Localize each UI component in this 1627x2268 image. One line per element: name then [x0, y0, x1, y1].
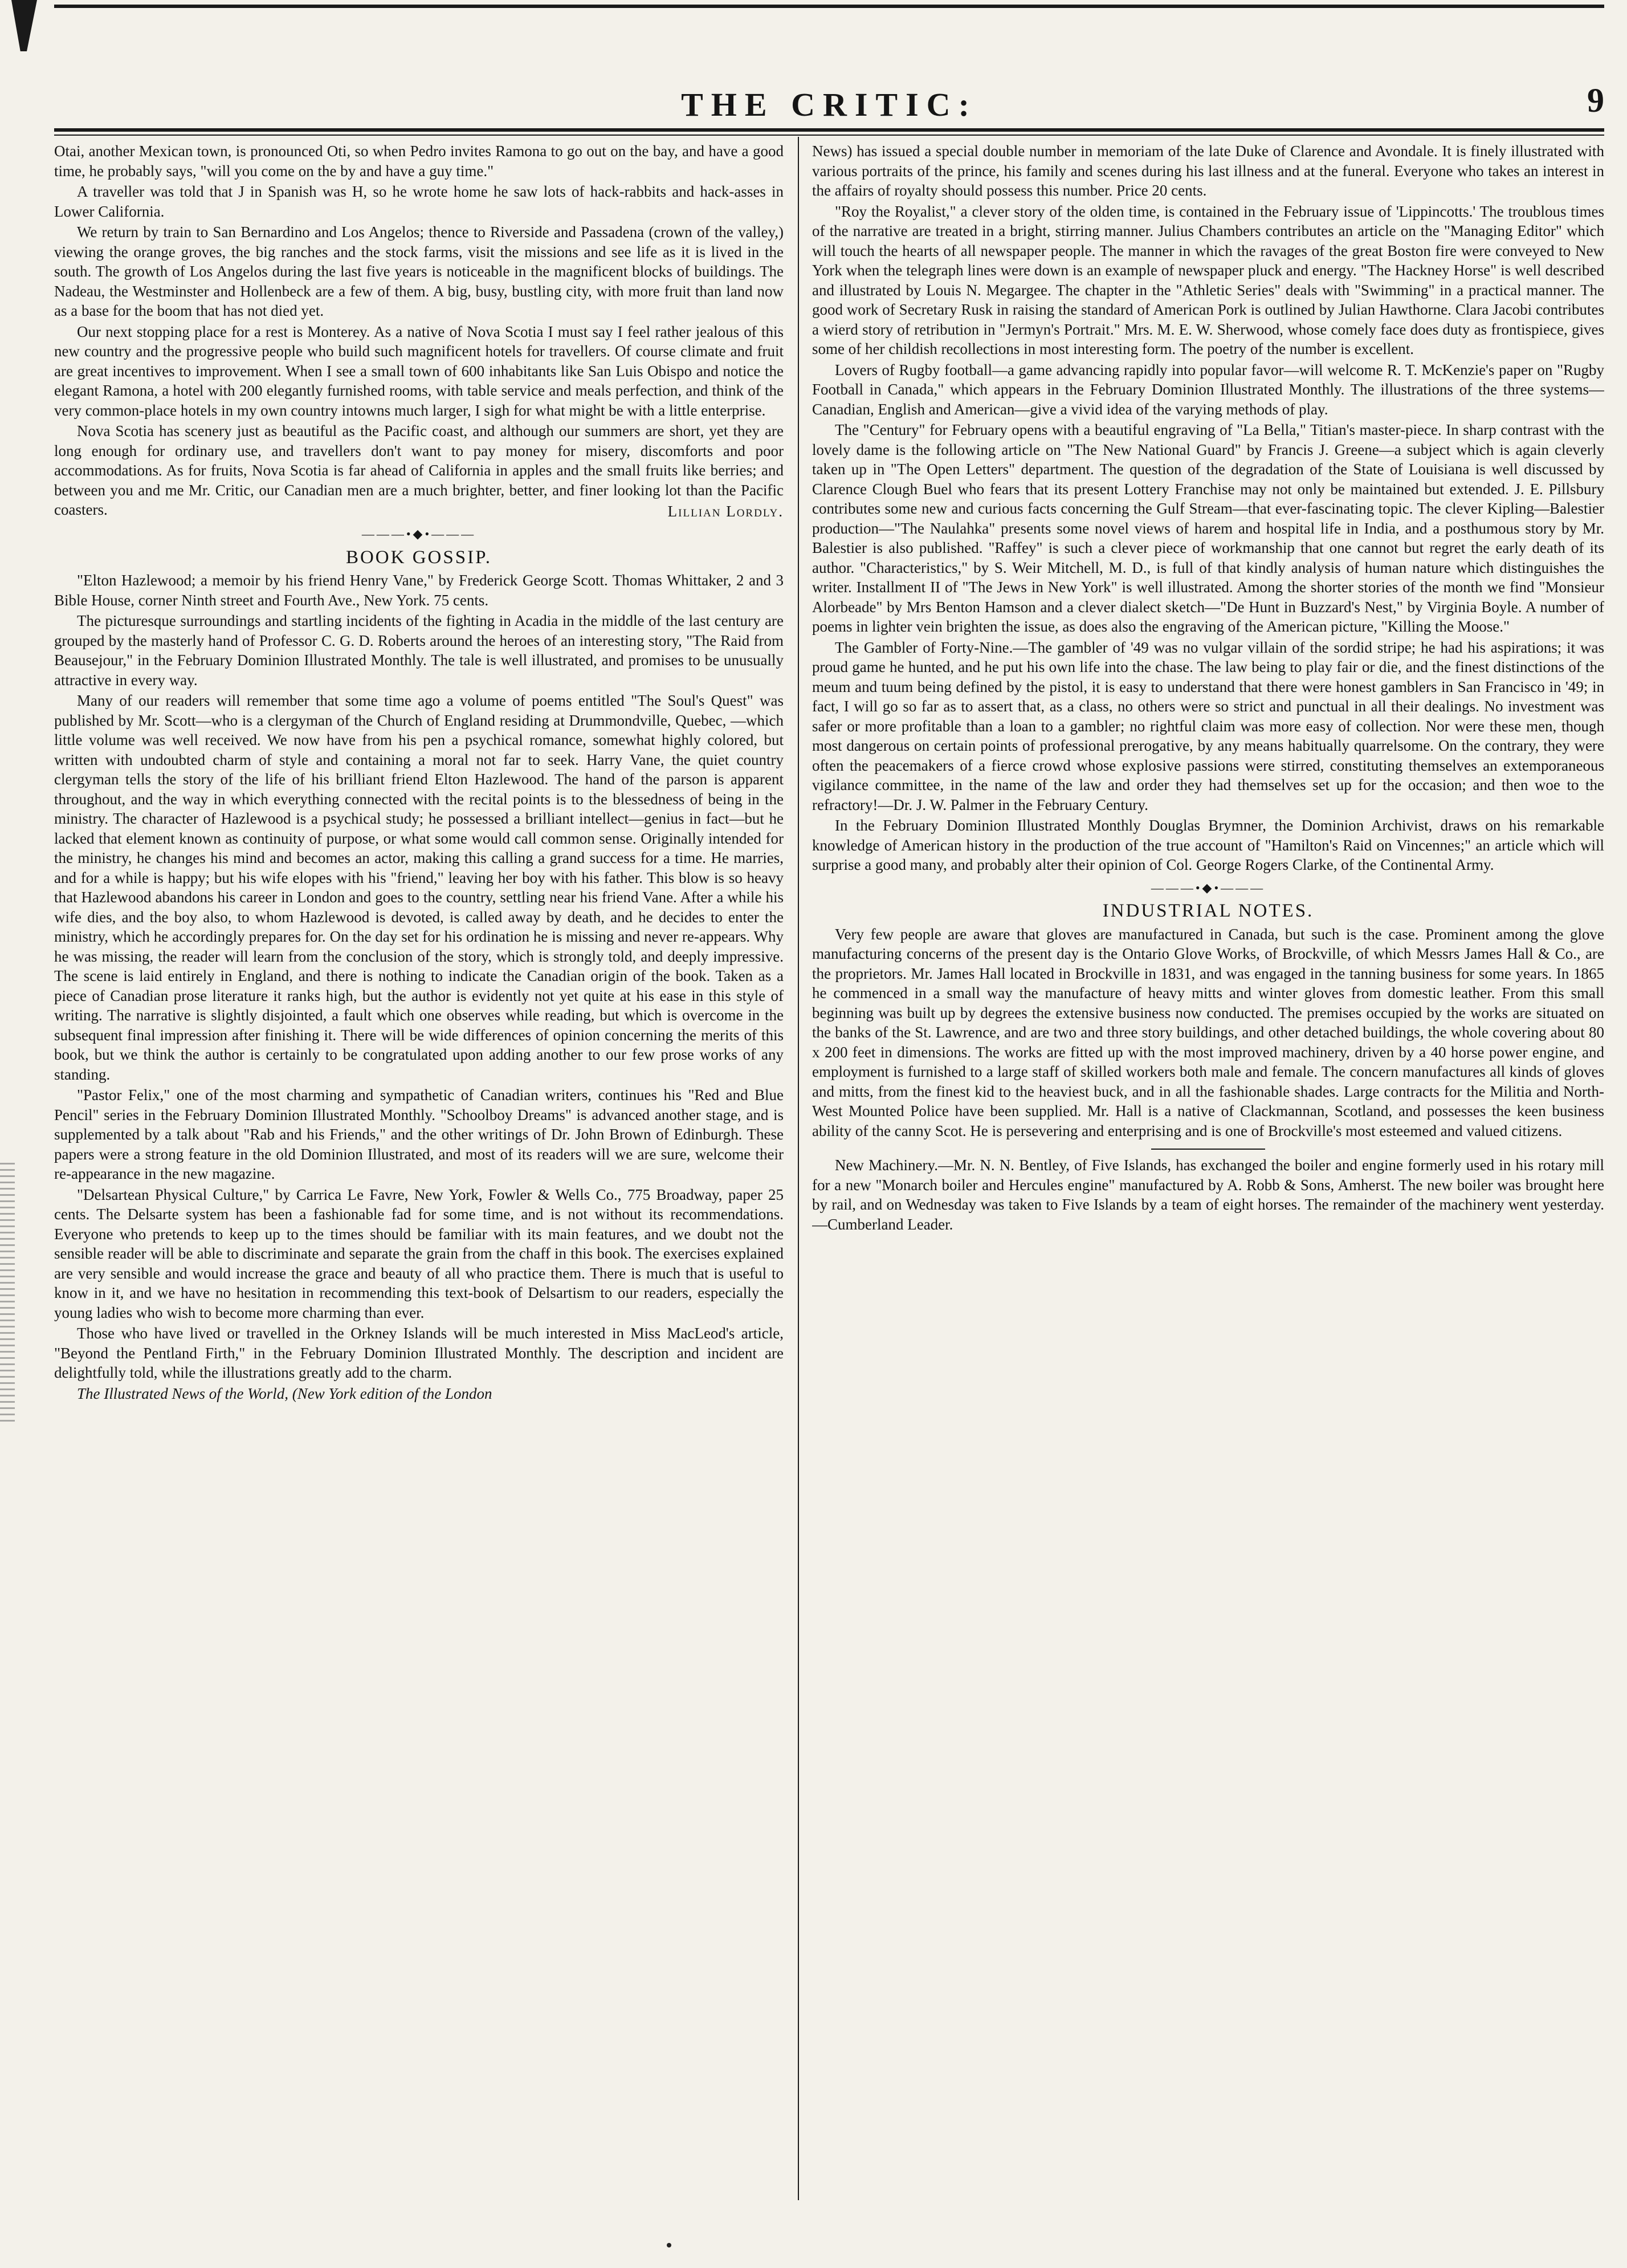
page-dot: [667, 2243, 671, 2247]
page-edge-scan-artifact: [0, 1163, 15, 1425]
article-paragraph: The Illustrated News of the World, (New York edition of the London: [77, 1385, 492, 1402]
article-paragraph: News) has issued a special double number in memoriam of the late Duke of Clarence and Avondale. It is finely illustrated with various portraits of the prince, his family and scenes during his last illness and at the funeral. Everyone who takes an interest in the affairs of royalty should possess this number. Price 20 cents.: [812, 142, 1604, 199]
section-ornament: ———•◆•———: [361, 527, 476, 541]
article-paragraph: The Gambler of Forty-Nine.—The gambler of '49 was no vulgar villain of the sordid stripe; he had his aspirations; it was proud game he hunted, and he put his own life into the chase. The law being to play fair or die, and the finest distinctions of the meum and tuum being defined by the pistol, it is easy to understand that there were honest gamblers in San Francisco in '49; in fact, I will go so far as to assert that, as a class, no others were so strict and punctual in all their dealings. No investment was safer or more profitable than a loan to a gambler; no rightful claim was more easy of collection. Nor were these men, though most dangerous on certain points of professional prerogative, by any means habitually quarrelsome. On the contrary, they were often the peacemakers of a fierce crowd whose explosive passions were stirred, constituting themselves an extemporaneous vigilance committee, in the name of the law and order they had themselves set up for the occasion; and then woe to the refractory!—Dr. J. W. Palmer in the February Century.: [812, 638, 1604, 813]
article-paragraph: Very few people are aware that gloves are manufactured in Canada, but such is the case. Prominent among the glove manufacturing concerns of the present day is the Ontario Glove Works, of Brockville, of which Messrs James Hall & Co., are the proprietors. Mr. James Hall located in Brockville in 1831, and was engaged in the tanning business for some years. In 1865 he commenced in a small way the manufacture of heavy mitts and winter gloves from domestic leather. From this small beginning was built up by degrees the extensive business now conducted. The premises occupied by the works are situated on the banks of the St. Lawrence, and are two and three story buildings, and other detached buildings, the whole covering about 80 x 200 feet in dimensions. The works are fitted up with the most improved machinery, driven by a 40 horse power engine, and employment is furnished to a large staff of skilled workers both male and female. The concern manufactures all kinds of gloves and mitts, from the finest kid to the heaviest buck, and in all the fashionable shades. Large contracts for the Militia and North-West Mounted Police have been supplied. Mr. Hall is a native of Clackmannan, Scotland, and possesses the keen business ability of the canny Scot. He is persevering and enterprising and is one of Brockville's most esteemed and valued citizens.: [812, 925, 1604, 1139]
column-divider: [798, 137, 799, 2200]
article-paragraph: "Roy the Royalist," a clever story of the olden time, is contained in the February issue of 'Lippincotts.' The troublous times of the narrative are treated in a bright, stirring manner. Julius Chambers contributes an article on the "Managing Editor" which will touch the hearts of all newspaper people. The manner in which the ravages of the great Boston fire were conveyed to New York when the telegraph lines were down is an example of newspaper pluck and energy. "The Hackney Horse" is well described and illustrated by Louis N. Megargee. The chapter in the "Athletic Series" deals with "Swimming" in a practical manner. The good work of Secretary Rusk in raising the standard of American Pork is outlined by Julian Hawthorne. Clara Jacobi contributes a wierd story of retribution in "Jermyn's Portrait." Mrs. M. E. W. Sherwood, whose comely face does duty as frontispiece, gives some of her childish recollections in most interesting form. The poetry of the number is excellent.: [812, 202, 1604, 357]
section-rule: [1151, 1149, 1265, 1150]
masthead-rule-thin: [54, 135, 1604, 136]
left-column: [54, 141, 784, 2199]
article-paragraph: A traveller was told that J in Spanish was H, so he wrote home he saw lots of hack-rabbits and hack-asses in Lower California.: [54, 183, 784, 220]
article-paragraph: Otai, another Mexican town, is pronounced Oti, so when Pedro invites Ramona to go out on the bay, and have a good time, he probably says, "will you come on the by and have a guy time.": [54, 142, 784, 180]
article-paragraph: In the February Dominion Illustrated Monthly Douglas Brymner, the Dominion Archivist, draws on his remarkable knowledge of American history in the production of the true account of "Hamilton's Raid on Vincennes;" an article which will surprise a good many, and probably alter their opinion of Col. George Rogers Clarke, of the Continental Army.: [812, 817, 1604, 873]
article-paragraph: "Elton Hazlewood; a memoir by his friend Henry Vane," by Frederick George Scott. Thomas Whittaker, 2 and 3 Bible House, corner Ninth street and Fourth Ave., New York. 75 cents.: [54, 572, 784, 609]
article-paragraph: Many of our readers will remember that some time ago a volume of poems entitled "The Soul's Quest" was published by Mr. Scott—who is a clergyman of the Church of England residing at Drummondville, Quebec, —which little volume was well received. We now have from his pen a psychical romance, somewhat highly colored, but written with undoubted charm of style and containing a moral not far to seek. Harry Vane, the quiet country clergyman tells the story of the life of his brilliant friend Elton Hazlewood. The hand of the parson is apparent throughout, and the way in which everything connected with the recital points is to the blessedness of being in the ministry. The character of Hazlewood is a psychical study; he possessed a brilliant intellect—genius in fact—but he lacked that element known as continuity of purpose, or what some would call common sense. Originally intended for the ministry, he changes his mind and becomes an actor, making this calling a grand success for a time. He marries, and for a while is happy; but his wife elopes with his "friend," leaving her boy with his father. This blow is so heavy that Hazlewood abandons his career in London and goes to the country, settling near his friend Vane. After a while his wife dies, and the boy also, to whom Hazlewood is devoted, is called away by death, and he decides to enter the ministry, which he accordingly prepares for. On the day set for his ordination he is missing and never re-appears. Why he was missing, the reader will learn from the conclusion of the story, which is strongly told, and deeply impressive. The scene is laid entirely in England, and there is nothing to indicate the Canadian origin of the book. Taken as a piece of Canadian prose literature it ranks high, but the author is evidently not yet quite at his ease in this style of writing. The narrative is slightly disjointed, a fault which one observes while reading, but which is overcome in the subsequent final impression after finishing it. There will be wide differences of opinion concerning the merits of this book, but we think the author is certainly to be congratulated upon adding another to our few prose works of any standing.: [54, 692, 784, 1083]
article-paragraph: Those who have lived or travelled in the Orkney Islands will be much interested in Miss MacLeod's article, "Beyond the Pentland Firth," in the February Dominion Illustrated Monthly. The description and incident are delightfully told, while the illustrations greatly add to the charm.: [54, 1325, 784, 1381]
article-paragraph: Our next stopping place for a rest is Monterey. As a native of Nova Scotia I must say I feel rather jealous of this new country and the progressive people who build such magnificent hotels for travellers. Of course climate and fruit are great incentives to improvement. When I see a small town of 600 inhabitants like San Luis Obispo and notice the elegant Ramona, a hotel with 200 elegantly furnished rooms, with table service and meals perfection, and think of the very common-place hotels in my own country intowns much larger, I sigh for what might be with a little enterprise.: [54, 323, 784, 419]
article-paragraph: The "Century" for February opens with a beautiful engraving of "La Bella," Titian's master-piece. In sharp contrast with the lovely dame is the following article on "The New National Guard" by Francis J. Greene—a subject which is again cleverly taken up in "The Open Letters" department. The question of the degradation of the State of Louisiana is well discussed by Clarence Clough Buel who fears that its present Lottery Franchise may not only be maintained but extended. J. E. Pillsbury contributes some new and curious facts concerning the Gulf Stream—that ever-fascinating topic. The clever Kipling—Balestier production—"The Naulahka" presents some novel views of harem and hospital life in India, and a posthumous story by Mr. Balestier is also published. "Raffey" is such a clever piece of workmanship that one cannot but regret the early death of its author. "Characteristics," by S. Weir Mitchell, M. D., is full of that kindly analysis of human nature which distinguishes the writer. Installment II of "The Jews in New York" is well illustrated. Among the shorter stories of the month we find "Monsieur Alorbeade" by Mrs Benton Hamson and a clever dialect sketch—"De Hunt in Buzzard's Nest," by Virginia Boyle. A number of poems in lighter vein brighten the issue, as does also the engraving of the American picture, "Killing the Moose.": [812, 421, 1604, 635]
newspaper-title: THE CRITIC:: [681, 86, 977, 123]
article-paragraph: "Pastor Felix," one of the most charming and sympathetic of Canadian writers, continues his "Red and Blue Pencil" series in the February Dominion Illustrated Monthly. "Schoolboy Dreams" is advanced another stage, and is supplemented by a talk about "Rab and his Friends," and the other writings of Dr. John Brown of Edinburgh. These papers were a strong feature in the old Dominion Illustrated, and most of its readers will we are sure, welcome their re-appearance in the new magazine.: [54, 1086, 784, 1182]
article-paragraph: "Delsartean Physical Culture," by Carrica Le Favre, New York, Fowler & Wells Co., 775 Broadway, paper 25 cents. The Delsarte system has been a fashionable fad for some time, and is not without its recommendations. Everyone who pretends to keep up to the times should be familiar with its main features, and we doubt not the sensible reader will be able to discriminate and separate the grain from the chaff in this book. The exercises explained are very sensible and would increase the grace and beauty of all who practice them. There is much that is useful to know in it, and we have no hesitation in recommending this text-book of Delsartism to our readers, especially the young ladies who wish to become more charming than ever.: [54, 1186, 784, 1321]
article-paragraph: We return by train to San Bernardino and Los Angelos; thence to Riverside and Passadena (crown of the valley,) viewing the orange groves, the big ranches and the stock farms, visit the missions and see life as it is lived in the south. The growth of Los Angelos during the last five years is noticeable in the magnificent blocks of buildings. The Nadeau, the Westminster and Hollenbeck are a few of them. A big, busy, bustling city, with more fruit than land now as a base for the boom that has not died yet.: [54, 223, 784, 319]
article-paragraph: New Machinery.—Mr. N. N. Bentley, of Five Islands, has exchanged the boiler and engine formerly used in his rotary mill for a new "Monarch boiler and Hercules engine" manufactured by A. Robb & Sons, Amherst. The new boiler was brought here by rail, and on Wednesday was taken to Five Islands by a team of eight horses. The remainder of the machinery went yesterday.—Cumberland Leader.: [812, 1157, 1604, 1233]
section-heading-book-gossip: BOOK GOSSIP.: [345, 547, 492, 568]
section-heading-industrial-notes: INDUSTRIAL NOTES.: [1102, 901, 1314, 921]
article-paragraph: Lovers of Rugby football—a game advancing rapidly into popular favor—will welcome R. T. McKenzie's paper on "Rugby Football in Canada," which appears in the February Dominion Illustrated Monthly. The illustrations of the three systems—Canadian, English and American—give a vivid idea of the varying methods of play.: [812, 361, 1604, 418]
masthead-rule: [54, 128, 1604, 132]
top-border: [54, 5, 1604, 8]
article-paragraph: Nova Scotia has scenery just as beautiful as the Pacific coast, and although our summers are short, yet they are long enough for ordinary use, and travellers don't want to pay money for misery, discomforts and poor accommodations. As for fruits, Nova Scotia is far ahead of California in apples and the small fruits like berries; and between you and me Mr. Critic, our Canadian men are a much brighter, better, and finer looking lot than the Pacific coasters.: [54, 422, 784, 518]
section-ornament: ———•◆•———: [1151, 880, 1266, 895]
page-number: 9: [1587, 82, 1604, 119]
binding-mark: [11, 0, 37, 51]
article-paragraph: The picturesque surroundings and startling incidents of the fighting in Acadia in the middle of the last century are grouped by the masterly hand of Professor C. G. D. Roberts around the heroes of an interesting story, "The Raid from Beausejour," in the February Dominion Illustrated Monthly. The tale is well illustrated, and promises to be unusually attractive in every way.: [54, 612, 784, 689]
author-signature: Lillian Lordly.: [667, 502, 784, 520]
right-column: [812, 141, 1604, 2199]
masthead: [54, 82, 1604, 125]
